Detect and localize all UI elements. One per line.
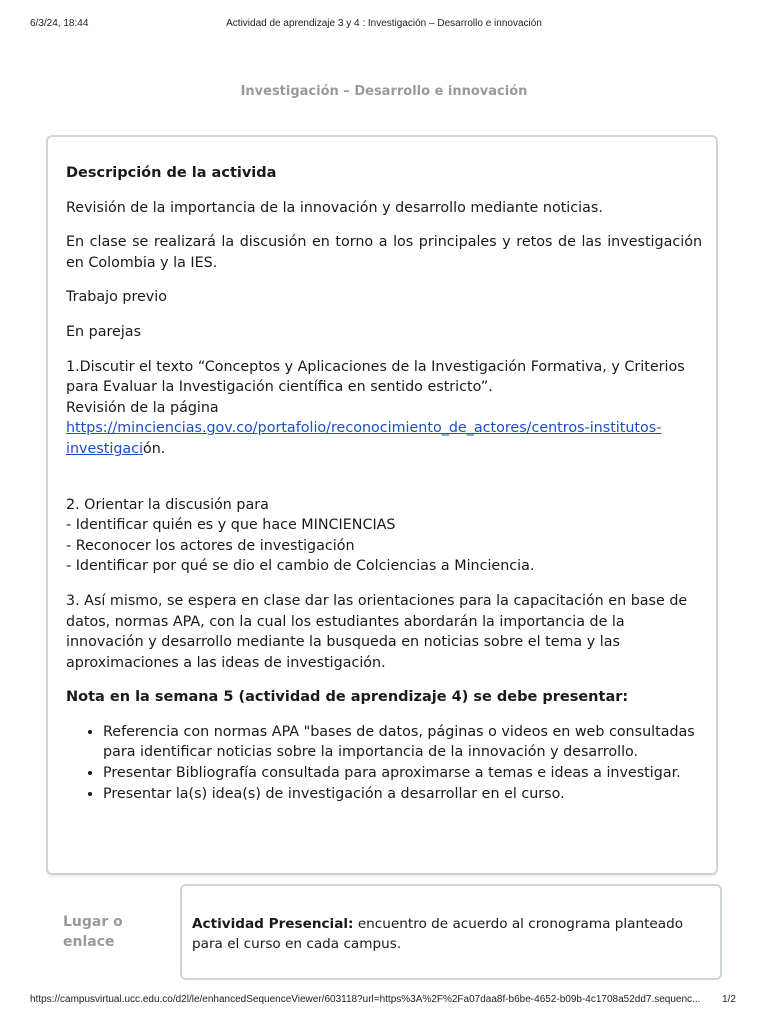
list-item: • Presentar Bibliografía consultada para aproximarse a temas e ideas a investigar.	[103, 763, 702, 784]
page-title: Investigación – Desarrollo e innovación	[240, 84, 528, 99]
note-heading: Nota en la semana 5 (actividad de aprendizaje 4) se debe presentar:	[66, 689, 629, 706]
activity-description-card	[46, 135, 718, 875]
item-2-line-3: - Reconocer los actores de investigación	[66, 537, 355, 554]
location-description: encuentro de acuerdo al cronograma planteado para el curso en cada campus.	[192, 916, 684, 952]
item-1-review-label: Revisión de la página	[66, 399, 219, 416]
previous-work-label: Trabajo previo	[66, 289, 167, 306]
item-1-paragraph	[66, 357, 702, 460]
link-suffix: ón.	[143, 440, 166, 457]
item-1-text: 1.Discutir el texto “Conceptos y Aplicaciones de la Investigación Formativa, y Criterios para Evaluar la Investigación científica en sentido estricto”.	[66, 358, 685, 396]
location-row	[46, 884, 722, 980]
pairs-label: En parejas	[66, 323, 142, 340]
discussion-paragraph: En clase se realizará la discusión en torno a los principales y retos de las investigación en Colombia y la IES.	[66, 234, 702, 271]
minciencias-link[interactable]: https://minciencias.gov.co/portafolio/reconocimiento_de_actores/centros-institutos-investigaci	[66, 420, 662, 457]
print-footer	[0, 994, 768, 1008]
print-url: https://campusvirtual.ucc.edu.co/d2l/le/enhancedSequenceViewer/603118?url=https%3A%2F%2Fa07daa8f-b6be-4652-b09b-4c1708a52dd7.sequenc...	[30, 994, 701, 1005]
list-item: • Referencia con normas APA "bases de datos, páginas o videos en web consultadas para identificar noticias sobre la importancia de la innovación y desarrollo.	[103, 722, 702, 763]
description-heading: Descripción de la activida	[66, 165, 277, 181]
location-value-box	[180, 884, 722, 980]
page-number: 1/2	[722, 994, 736, 1005]
item-2-line-4: - Identificar por qué se dio el cambio de Colciencias a Minciencia.	[66, 558, 535, 575]
location-label: Lugar o enlace	[63, 914, 123, 950]
activity-description-content	[66, 163, 702, 804]
location-value	[192, 914, 712, 954]
print-header	[0, 18, 768, 32]
location-bold-prefix: Actividad Presencial:	[192, 916, 354, 932]
description-paragraph: Revisión de la importancia de la innovación y desarrollo mediante noticias.	[66, 199, 603, 216]
item-2-paragraph	[66, 495, 702, 577]
item-3-paragraph: 3. Así mismo, se espera en clase dar las orientaciones para la capacitación en base de datos, normas APA, con la cual los estudiantes abordarán la importancia de la innovación y desarrollo mediante la busqueda en noticias sobre el tema y las aproximaciones a las ideas de investigación.	[66, 592, 688, 671]
print-datetime: 6/3/24, 18:44	[30, 18, 89, 29]
requirements-list	[66, 722, 702, 804]
list-item: • Presentar la(s) idea(s) de investigación a desarrollar en el curso.	[103, 784, 702, 805]
print-title: Actividad de aprendizaje 3 y 4 : Investigación – Desarrollo e innovación	[226, 18, 542, 29]
item-2-line-2: - Identificar quién es y que hace MINCIENCIAS	[66, 517, 396, 534]
item-2-line-1: 2. Orientar la discusión para	[66, 496, 269, 513]
